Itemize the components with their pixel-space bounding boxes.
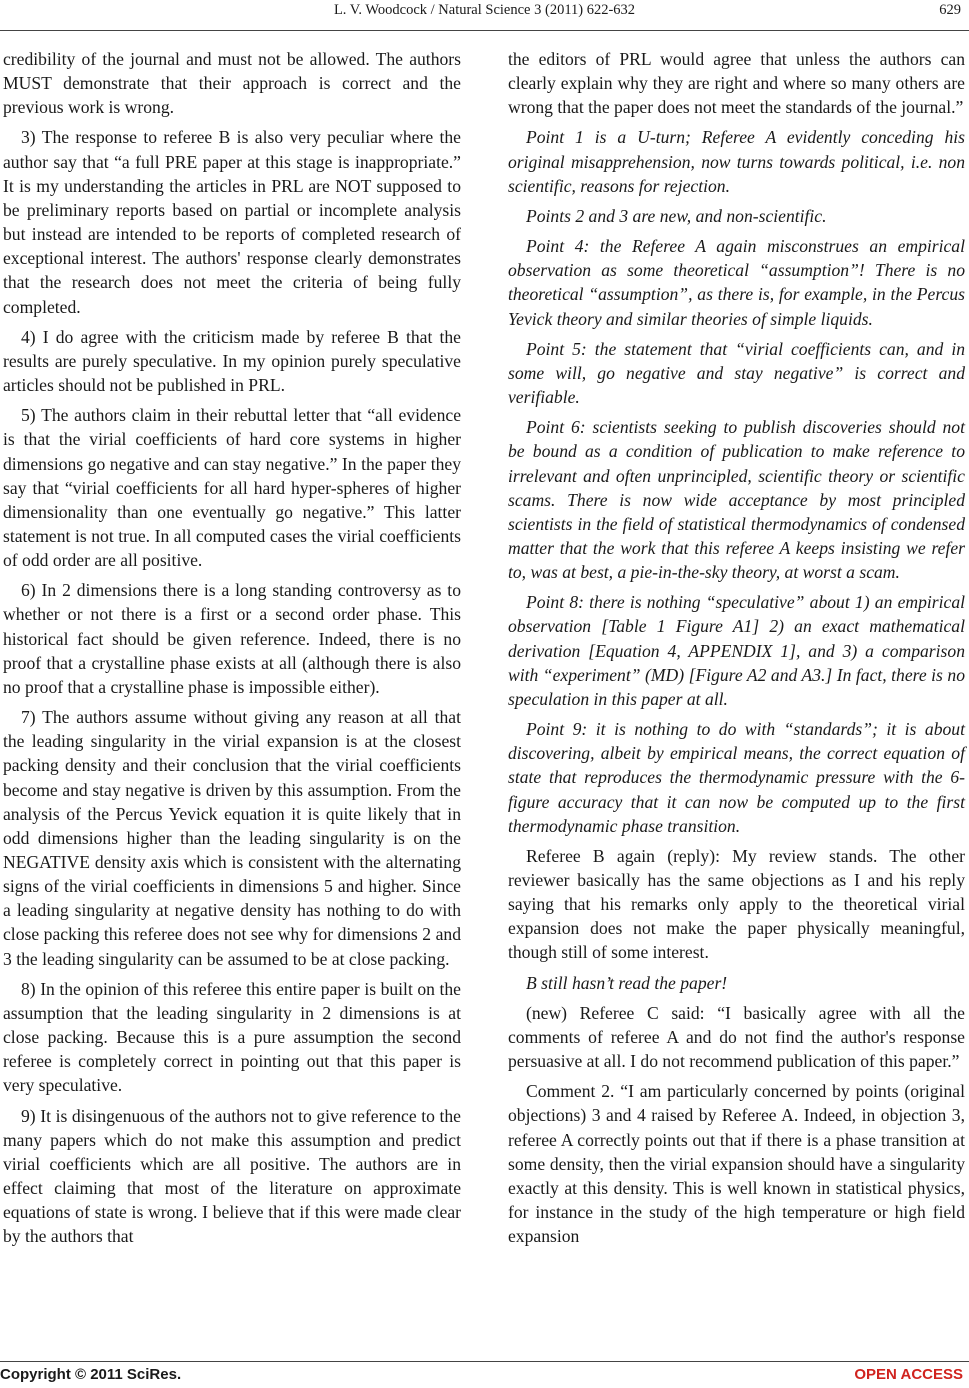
paragraph: 3) The response to referee B is also very peculiar where the author say that “a full PRE paper at this stage is inappropriate.” It is my understanding the articles in PRL are NOT supposed to be preliminary reports based on partial or incomplete analysis but instead are intended to be reports of completed research of exceptional interest. The authors' response clearly demonstrates that the research does not meet the criteria of being fully completed. — [3, 127, 461, 317]
paragraph: Point 6: scientists seeking to publish discoveries should not be bound as a condition of publication to make reference to irrelevant and often unprincipled, scientific theory or scientific scams. There is now wide acceptance by most principled scientists in the field of statistical thermodynamics of condensed matter that the work that this referee A keeps insisting we refer to, was at best, a pie-in-the-sky theory, at worst a scam. — [508, 417, 965, 583]
paragraph: Point 4: the Referee A again misconstrues an empirical observation as some theoretical “assumption”! There is no theoretical “assumption”, as there is, for example, in the Percus Yevick theory and similar theories of simple liquids. — [508, 236, 965, 329]
paragraph: 7) The authors assume without giving any reason at all that the leading singularity in the virial expansion is at the closest packing density and their conclusion that the virial coefficients become and stay negative is driven by this assumption. From the analysis of the Percus Yevick equation it is quite likely that in odd dimensions higher than the leading singularity is on the NEGATIVE density axis which is consistent with the alternating signs of the virial coefficients in dimensions 5 and higher. Since a leading singularity at negative density has nothing to do with close packing this referee does not see why for dimensions 2 and 3 the leading singularity can be assumed to be at close packing. — [3, 707, 461, 969]
paragraph: Comment 2. “I am particularly concerned by points (original objections) 3 and 4 raised by Referee A. Indeed, in objection 3, referee A correctly points out that if there is a phase transition at some density, then the virial expansion should have a singularity exactly at this density. This is well known in statistical physics, for instance in the study of the high temperature or high field expansion — [508, 1081, 965, 1247]
open-access-label: OPEN ACCESS — [854, 1366, 963, 1383]
paragraph: 8) In the opinion of this referee this entire paper is built on the assumption that the leading singularity in 2 dimensions is at close packing. Because this is a pure assumption the second referee is completely correct in pointing out that this paper is very speculative. — [3, 978, 461, 1096]
paragraph: Point 5: the statement that “virial coefficients can, and in some will, go negative and stay negative” is correct and verifiable. — [508, 338, 965, 408]
paragraph: 6) In 2 dimensions there is a long standing controversy as to whether or not there is a first or a second order phase. This historical fact should be given reference. Indeed, there is no proof that a crystalline phase exists at all (although there is also no proof that a crystalline phase is impossible either). — [3, 580, 461, 697]
paragraph: (new) Referee C said: “I basically agree with all the comments of referee A and do not find the author's response persuasive at all. I do not recommend publication of this paper.” — [508, 1002, 965, 1072]
paragraph: Point 9: it is nothing to do with “standards”; it is about discovering, albeit by empirical means, the correct equation of state that reproduces the thermodynamic pressure with the 6-figure accuracy that it can now be computed up to the first thermodynamic phase transition. — [508, 719, 965, 836]
paragraph: credibility of the journal and must not be allowed. The authors MUST demonstrate that their approach is correct and the previous work is wrong. — [3, 49, 461, 118]
paragraph: B still hasn’t read the paper! — [526, 972, 728, 993]
paragraph: Point 1 is a U-turn; Referee A evidently conceding his original misapprehension, now turns towards political, i.e. non scientific, reasons for rejection. — [508, 127, 965, 196]
paragraph: 5) The authors claim in their rebuttal letter that “all evidence is that the virial coefficients of hard core systems in higher dimensions go negative and can stay negative.” In the paper they say that “virial coefficients for all hard hyper-spheres of higher dimensionality than one eventually go negative.” This latter statement is not true. In all computed cases the virial coefficients of odd order are all positive. — [3, 405, 461, 571]
paragraph: 4) I do agree with the criticism made by referee B that the results are purely speculative. In my opinion purely speculative articles should not be published in PRL. — [3, 326, 461, 396]
running-header — [0, 0, 969, 31]
running-title: L. V. Woodcock / Natural Science 3 (2011) 622-632 — [333, 2, 636, 18]
footer-divider — [0, 1361, 969, 1362]
left-column — [3, 47, 461, 1255]
paragraph: Point 8: there is nothing “speculative” about 1) an empirical observation [Table 1 Figure A1] 2) an exact mathematical derivation [Equation 4, APPENDIX 1], and 3) a comparison with “experiment” (MD) [Figure A2 and A3.] In fact, there is no speculation in this paper at all. — [508, 592, 965, 709]
right-column — [508, 47, 965, 1254]
copyright-notice: Copyright © 2011 SciRes. — [0, 1366, 182, 1383]
paragraph: Points 2 and 3 are new, and non-scientific. — [526, 205, 827, 226]
page-number: 629 — [939, 2, 961, 18]
paragraph: the editors of PRL would agree that unless the authors can clearly explain why they are right and where so many others are wrong that the paper does not meet the standards of the journal.” — [508, 49, 965, 118]
paragraph: Referee B again (reply): My review stands. The other reviewer basically has the same objections as I and his reply saying that his remarks only apply to the theoretical virial expansion does not make the paper physically meaningful, though still of some interest. — [508, 845, 965, 963]
paragraph: 9) It is disingenuous of the authors not to give reference to the many papers which do not make this assumption and predict virial coefficients which are all positive. The authors are in effect claiming that most of the literature on approximate equations of state is wrong. I believe that if this were made clear by the authors that — [3, 1105, 461, 1247]
